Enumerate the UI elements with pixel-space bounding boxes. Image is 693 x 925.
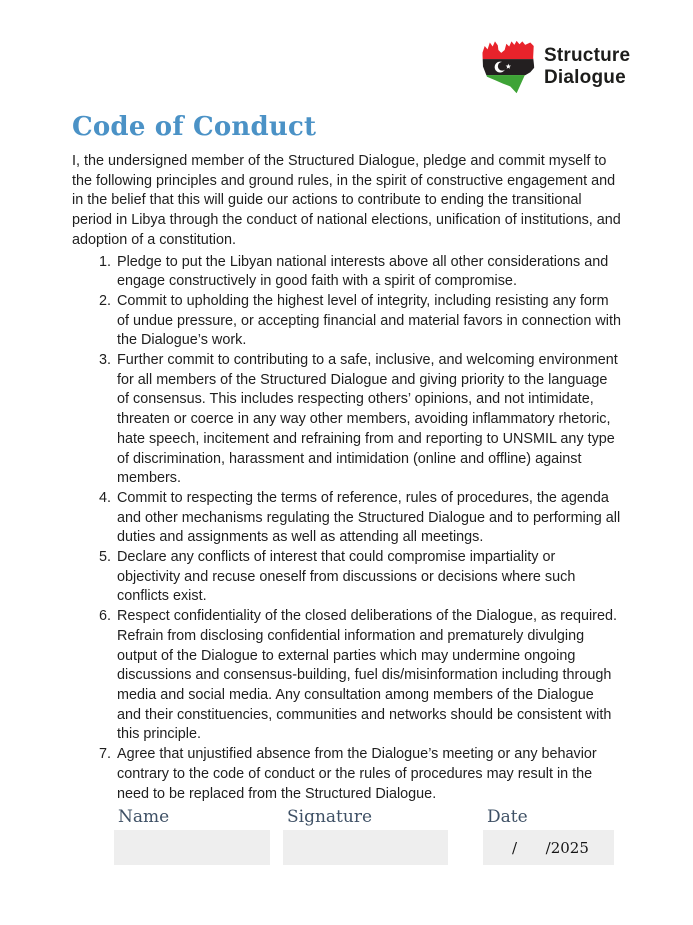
signature-input[interactable] [283, 830, 448, 865]
name-label: Name [118, 807, 170, 828]
date-field-group [483, 807, 614, 865]
rule-item-5: 5. Declare any conflicts of interest that could compromise impartiality or objectivity and recuse oneself from discussions or decisions where such conflicts exist. [115, 548, 621, 607]
rule-item-2: 2. Commit to upholding the highest level of integrity, including resisting any form of undue pressure, or accepting financial and material favors in connection with the Dialogue’s work. [115, 292, 621, 351]
libya-flag-map-icon [478, 38, 537, 95]
signature-label: Signature [287, 807, 373, 828]
rule-item-3: 3. Further commit to contributing to a safe, inclusive, and welcoming environment for all members of the Structured Dialogue and giving priority to the language of consensus. This includes respecting others’ opinions, and not intimidate, threaten or coerce in any way other members, avoiding inflammatory rhetoric, hate speech, incitement and refraining from and reporting to UNSMIL any type of discrimination, harassment and intimidation (online and offline) against members. [115, 351, 621, 489]
date-input[interactable]: / /2025 [483, 830, 614, 865]
signature-field-group [283, 807, 448, 865]
rule-item-4: 4. Commit to respecting the terms of reference, rules of procedures, the agenda and other mechanisms regulating the Structured Dialogue and to performing all duties and assignments as well as attending all meetings. [115, 489, 621, 548]
name-field-group [114, 807, 270, 865]
rule-item-7: 7. Agree that unjustified absence from the Dialogue’s meeting or any behavior contrary to the code of conduct or the rules of procedures may result in the need to be replaced from the Structured Dialogue. [115, 745, 621, 804]
rules-list [72, 253, 621, 805]
date-label: Date [487, 807, 528, 828]
logo-word-dialogue: Dialogue [544, 66, 626, 88]
logo-word-structure: Structure [544, 45, 631, 66]
name-input[interactable] [114, 830, 270, 865]
intro-paragraph: I, the undersigned member of the Structured Dialogue, pledge and commit myself to the following principles and ground rules, in the spirit of constructive engagement and in the belief that this will guide our actions to contribute to ending the transitional period in Libya through the conduct of national elections, unification of institutions, and adoption of a constitution. [72, 153, 621, 248]
structure-dialogue-logo [478, 38, 630, 95]
rule-item-1: 1. Pledge to put the Libyan national interests above all other considerations and engage constructively in good faith with a spirit of compromise. [115, 253, 621, 292]
logo-wordmark [544, 45, 630, 88]
rule-item-6: 6. Respect confidentiality of the closed deliberations of the Dialogue, as required. Refrain from disclosing confidential information and prematurely divulging output of the Dialogue to external parties which may undermine ongoing discussions and consensus-building, fuel dis/misinformation including through media and social media. Any consultation among members of the Dialogue and their constituencies, communities and networks should be consistent with this principle. [115, 607, 621, 745]
page-title: Code of Conduct [72, 112, 317, 142]
signature-section [72, 807, 621, 869]
